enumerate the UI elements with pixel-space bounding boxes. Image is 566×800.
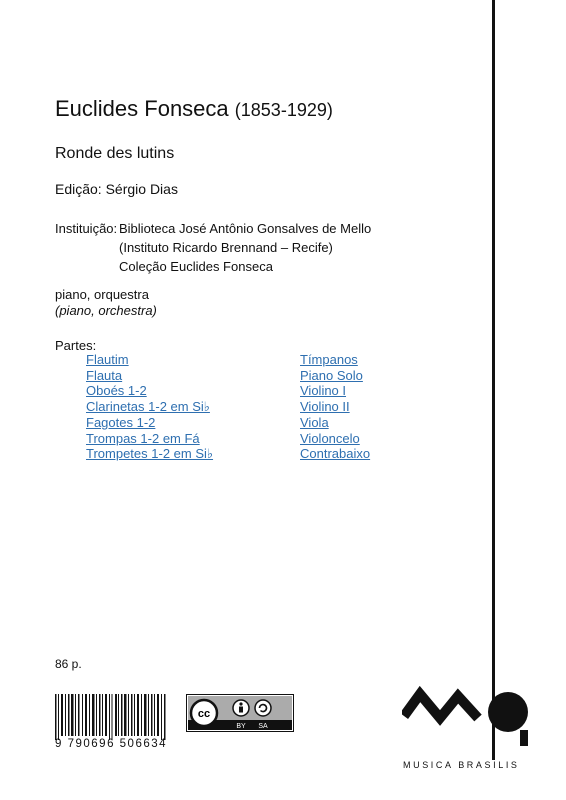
part-link[interactable]: Tímpanos [300, 352, 358, 367]
institution-line: (Instituto Ricardo Brennand – Recife) [119, 240, 333, 255]
cc-logo-text: cc [197, 708, 211, 720]
edition-credit: Edição: Sérgio Dias [55, 181, 178, 197]
parts-column-1 [86, 352, 213, 462]
creative-commons-badge[interactable] [186, 694, 294, 732]
institution-line: Coleção Euclides Fonseca [119, 259, 273, 274]
vertical-rule [492, 0, 495, 760]
part-link[interactable]: Flautim [86, 352, 129, 367]
part-link[interactable]: Trompetes 1-2 em Si♭ [86, 446, 214, 462]
part-link[interactable]: Piano Solo [300, 367, 363, 383]
instrumentation [55, 287, 157, 319]
part-link[interactable]: Clarinetas 1-2 em Si♭ [86, 399, 210, 415]
part-link[interactable]: Oboés 1-2 [86, 383, 147, 399]
composer-name: Euclides Fonseca [55, 96, 229, 121]
page-count: 86 p. [55, 657, 82, 671]
composer-heading [55, 96, 333, 122]
brand-name: MUSICA BRASILIS [403, 760, 520, 770]
part-link[interactable]: Violino II [300, 399, 350, 415]
barcode [55, 694, 167, 740]
by-label: BY [236, 723, 246, 730]
isbn-number: 9 790696 506634 [55, 738, 168, 750]
part-link[interactable]: Violoncelo [300, 430, 360, 446]
work-title: Ronde des lutins [55, 145, 175, 162]
institution-line: Biblioteca José Antônio Gonsalves de Mello [119, 221, 372, 236]
institution-label: Instituição: [55, 221, 118, 236]
musica-brasilis-logo [402, 686, 530, 746]
composer-years: (1853-1929) [234, 100, 333, 120]
part-link[interactable]: Fagotes 1-2 [86, 414, 156, 430]
part-link[interactable]: Trompas 1-2 em Fá [86, 430, 200, 446]
parts-column-2 [300, 352, 370, 462]
part-link[interactable]: Viola [300, 414, 329, 430]
part-link[interactable]: Flauta [86, 367, 123, 383]
instrumentation-pt: piano, orquestra [55, 287, 149, 302]
institution-block [55, 219, 371, 276]
part-link[interactable]: Violino I [300, 383, 347, 399]
parts-label: Partes: [55, 338, 97, 353]
share-alike-icon [255, 700, 271, 716]
part-link[interactable]: Contrabaixo [300, 446, 371, 462]
sa-label: SA [258, 723, 268, 730]
instrumentation-en: (piano, orchestra) [55, 303, 157, 318]
